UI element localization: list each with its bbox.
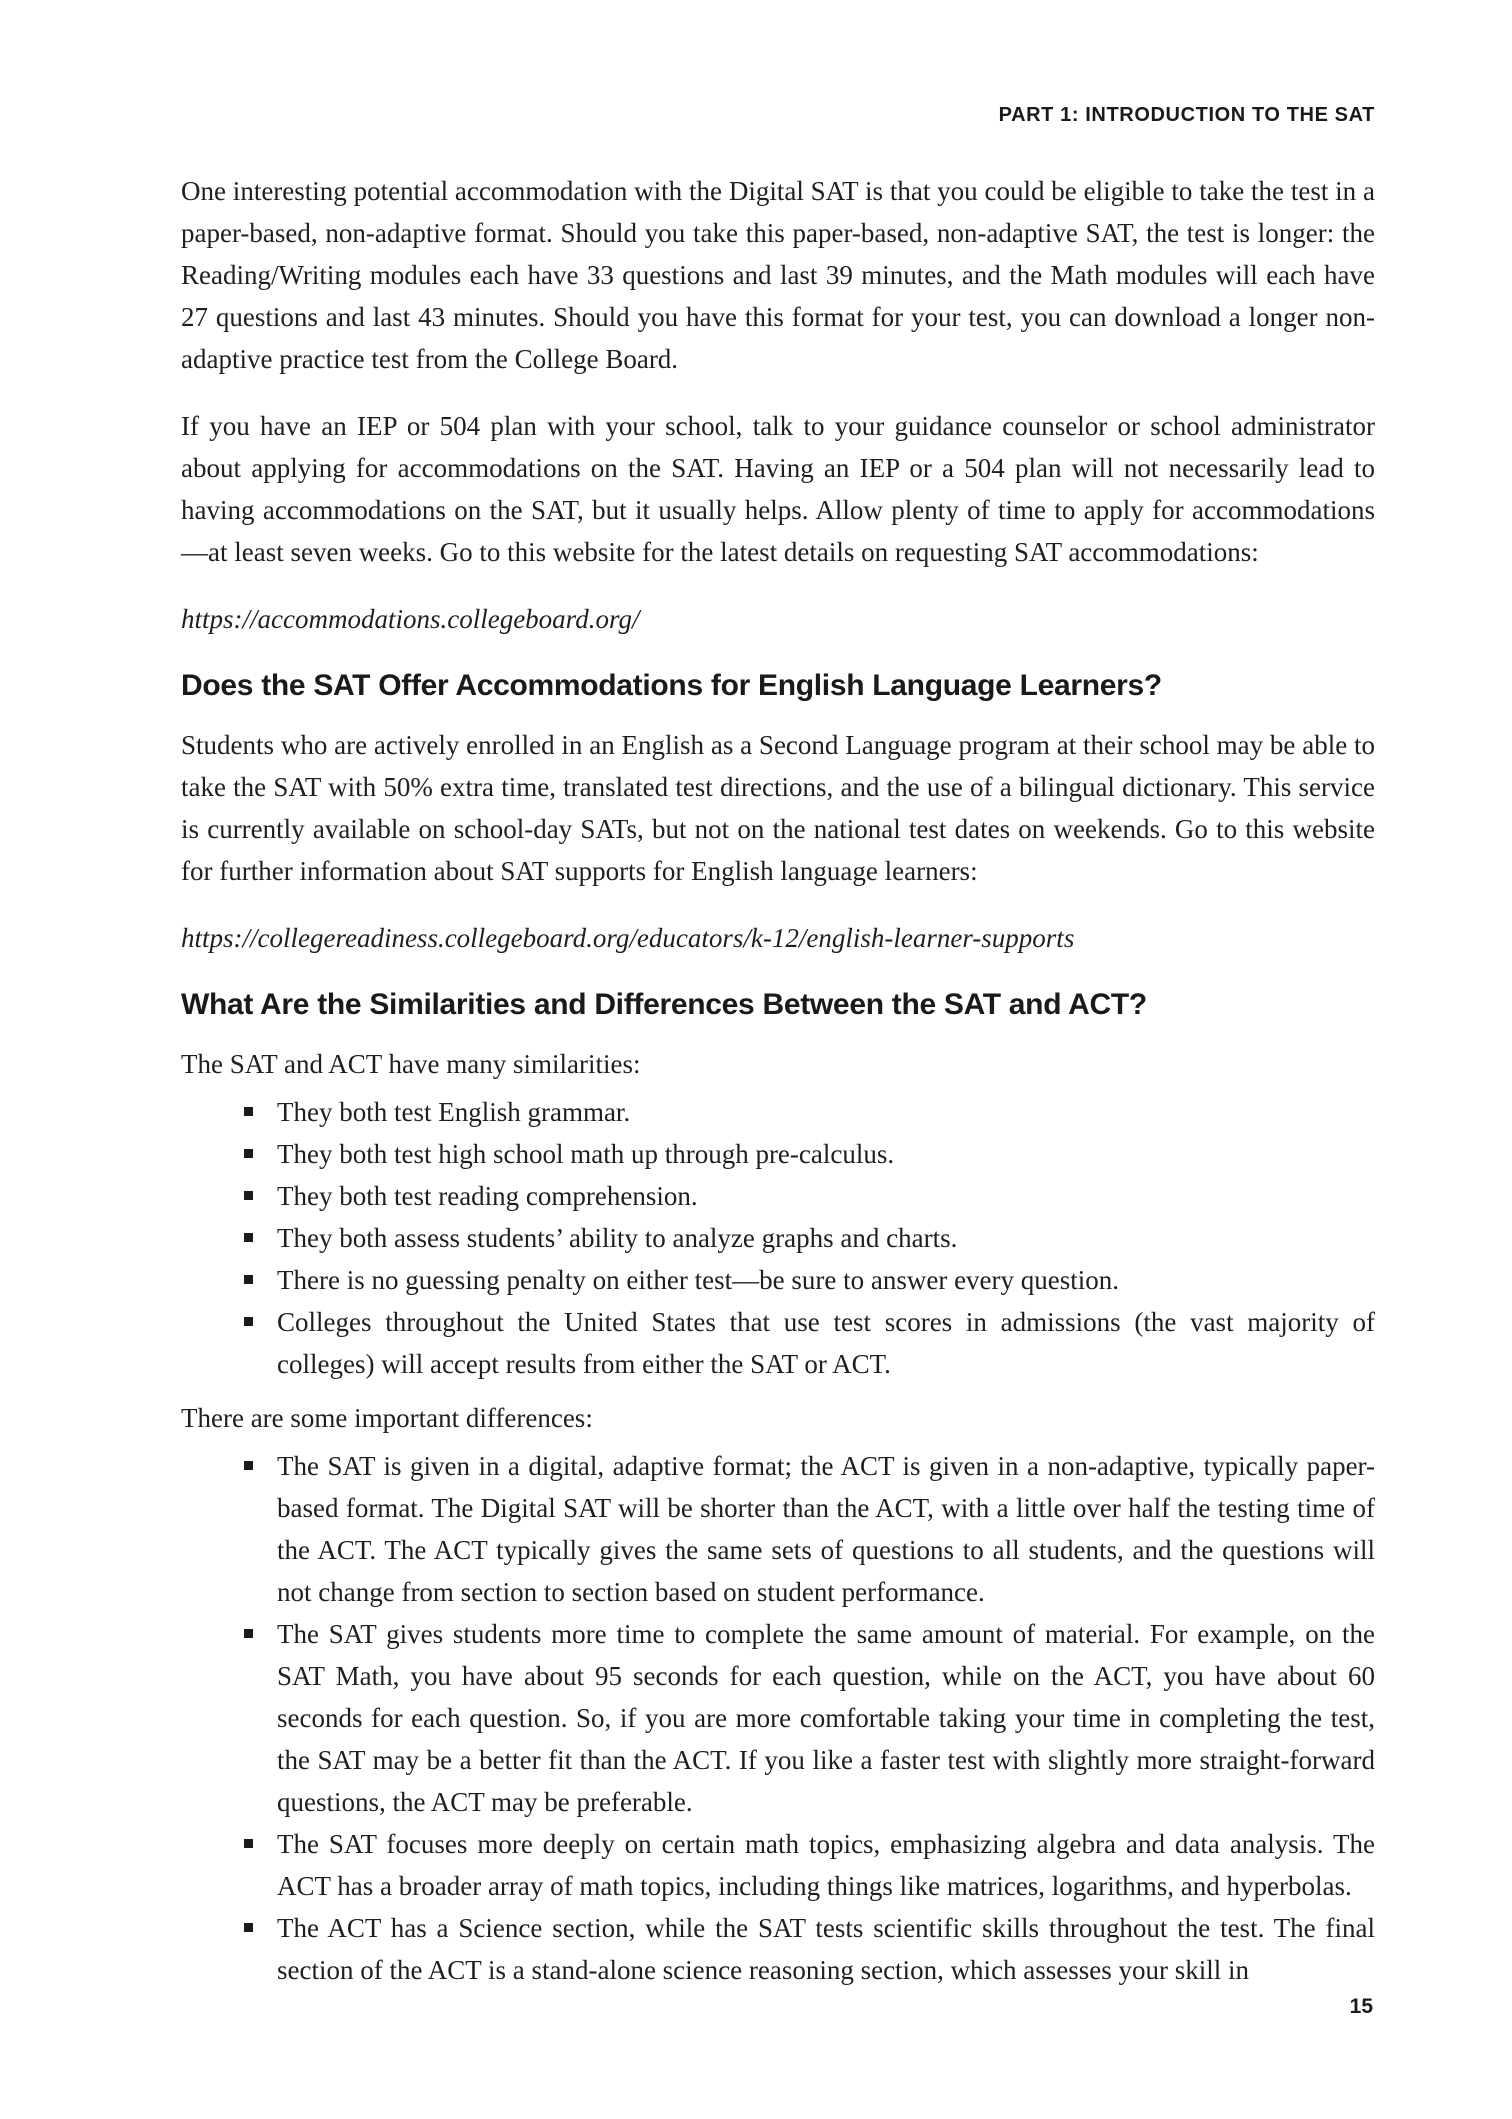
list-item-text: The SAT focuses more deeply on certain math topics, emphasizing algebra and data analysis. The ACT has a broader array of math topics, including things like matrices, logarithms, and hyperbolas. — [277, 1829, 1375, 1901]
list-item-text: They both test high school math up through pre-calculus. — [277, 1139, 895, 1169]
list-item — [181, 1217, 1375, 1259]
page-content — [181, 170, 1375, 2003]
list-item — [181, 1445, 1375, 1613]
bullet-square-icon — [244, 1149, 253, 1158]
similarities-intro: The SAT and ACT have many similarities: — [181, 1049, 641, 1079]
paragraph-paper-based-accommodation: One interesting potential accommodation with the Digital SAT is that you could be eligible to take the test in a paper-based, non-adaptive format. Should you take this paper-based, non-adaptive SAT, the test is longer: the Reading/Writing modules each have 33 questions and last 39 minutes, and the Math modules will each have 27 questions and last 43 minutes. Should you have this format for your test, you can download a longer non-adaptive practice test from the College Board. — [181, 176, 1375, 374]
list-item-text: The SAT is given in a digital, adaptive format; the ACT is given in a non-adaptive, typically paper-based format. The Digital SAT will be shorter than the ACT, with a little over half the testing time of the ACT. The ACT typically gives the same sets of questions to all students, and the questions will not change from section to section based on student performance. — [277, 1451, 1375, 1607]
list-item — [181, 1613, 1375, 1823]
bullet-square-icon — [244, 1923, 253, 1932]
list-item-text: They both test reading comprehension. — [277, 1181, 698, 1211]
page-number: 15 — [1349, 1995, 1373, 2018]
list-item-text: Colleges throughout the United States that use test scores in admissions (the vast majority of colleges) will accept results from either the SAT or ACT. — [277, 1307, 1375, 1379]
bullet-square-icon — [244, 1275, 253, 1284]
bullet-square-icon — [244, 1629, 253, 1638]
bullet-square-icon — [244, 1107, 253, 1116]
list-item — [181, 1133, 1375, 1175]
differences-list — [181, 1445, 1375, 1991]
list-item — [181, 1301, 1375, 1385]
list-item — [181, 1175, 1375, 1217]
list-item-text: They both assess students’ ability to analyze graphs and charts. — [277, 1223, 958, 1253]
bullet-square-icon — [244, 1461, 253, 1470]
bullet-square-icon — [244, 1839, 253, 1848]
accommodations-url: https://accommodations.collegeboard.org/ — [181, 604, 640, 634]
list-item-text: The SAT gives students more time to complete the same amount of material. For example, on the SAT Math, you have about 95 seconds for each question, while on the ACT, you have about 60 seconds for each question. So, if you are more comfortable taking your time in completing the test, the SAT may be a better fit than the ACT. If you like a faster test with slightly more straight-forward questions, the ACT may be preferable. — [277, 1619, 1375, 1817]
list-item — [181, 1259, 1375, 1301]
english-learner-supports-url: https://collegereadiness.collegeboard.org/educators/k-12/english-learner-supports — [181, 923, 1075, 953]
similarities-list — [181, 1091, 1375, 1385]
bullet-square-icon — [244, 1191, 253, 1200]
differences-intro: There are some important differences: — [181, 1403, 593, 1433]
list-item-text: They both test English grammar. — [277, 1097, 631, 1127]
list-item-text: There is no guessing penalty on either test—be sure to answer every question. — [277, 1265, 1120, 1295]
list-item-text: The ACT has a Science section, while the SAT tests scientific skills throughout the test. The final section of the ACT is a stand-alone science reasoning section, which assesses your skill in — [277, 1913, 1375, 1985]
list-item — [181, 1907, 1375, 1991]
bullet-square-icon — [244, 1317, 253, 1326]
section-heading-sat-act-similarities-differences: What Are the Similarities and Differences Between the SAT and ACT? — [181, 988, 1147, 1021]
bullet-square-icon — [244, 1233, 253, 1242]
list-item — [181, 1823, 1375, 1907]
paragraph-esl-supports: Students who are actively enrolled in an English as a Second Language program at their school may be able to take the SAT with 50% extra time, translated test directions, and the use of a bilingual dictionary. This service is currently available on school-day SATs, but not on the national test dates on weekends. Go to this website for further information about SAT supports for English language learners: — [181, 730, 1375, 886]
list-item — [181, 1091, 1375, 1133]
section-heading-english-language-learners: Does the SAT Offer Accommodations for English Language Learners? — [181, 669, 1162, 702]
running-header: PART 1: INTRODUCTION TO THE SAT — [998, 104, 1375, 126]
paragraph-iep-504-plan: If you have an IEP or 504 plan with your school, talk to your guidance counselor or school administrator about applying for accommodations on the SAT. Having an IEP or a 504 plan will not necessarily lead to having accommodations on the SAT, but it usually helps. Allow plenty of time to apply for accommodations—at least seven weeks. Go to this website for the latest details on requesting SAT accommodations: — [181, 411, 1375, 567]
